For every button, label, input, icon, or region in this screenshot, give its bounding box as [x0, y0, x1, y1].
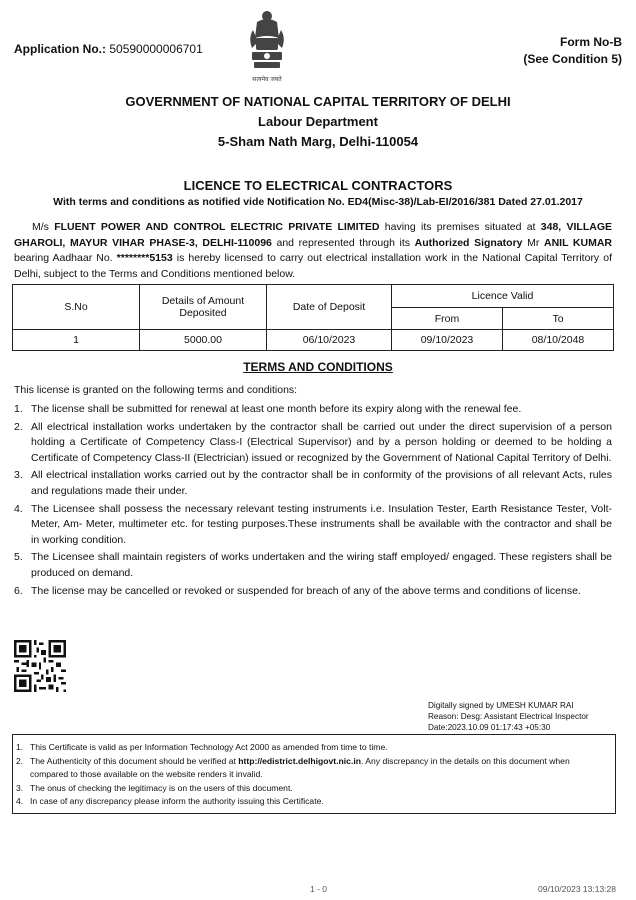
terms-title — [0, 360, 636, 374]
intro-text-1: M/s — [32, 221, 55, 233]
signature-date: Date:2023.10.09 01:17:43 +05:30 — [428, 723, 551, 732]
form-number-line: Form No-B — [560, 35, 622, 49]
qr-code-icon — [14, 640, 66, 692]
term-number: 3. — [14, 469, 23, 482]
list-item — [16, 782, 610, 796]
note-number: 3. — [16, 782, 24, 793]
terms-title-text: TERMS AND CONDITIONS — [243, 360, 393, 374]
list-item — [14, 550, 612, 581]
application-number-value: 50590000006701 — [109, 42, 203, 56]
note-text-part: The Authenticity of this document should be verified at — [30, 755, 239, 766]
note-text: The onus of checking the legitimacy is on the users of this document. — [30, 782, 293, 793]
deposit-table — [12, 284, 614, 351]
cell-amount: 5000.00 — [140, 330, 267, 351]
digital-signature — [428, 700, 589, 733]
form-number — [523, 34, 622, 68]
emblem-motto: सत्यमेव जयते — [252, 76, 282, 83]
licence-title: LICENCE TO ELECTRICAL CONTRACTORS — [183, 178, 453, 193]
list-item — [14, 420, 612, 467]
header-from: From — [392, 308, 503, 330]
list-item — [16, 755, 610, 782]
header-sno: S.No — [13, 285, 140, 330]
table-header-row — [13, 285, 614, 308]
header-licence-valid: Licence Valid — [392, 285, 614, 308]
note-number: 4. — [16, 796, 24, 806]
representative-role: Authorized Signatory — [414, 236, 523, 249]
cell-sno: 1 — [13, 330, 140, 351]
intro-text-3: and represented through its — [271, 236, 415, 249]
aadhaar-number: ********5153 — [116, 252, 173, 264]
term-text: The license shall be submitted for renewal at least one month before its expiry along with the renewal fee. — [31, 403, 522, 415]
table-row — [13, 330, 614, 351]
intro-text-4: Mr — [522, 236, 544, 249]
signature-reason: Reason: Desg: Assistant Electrical Inspector — [428, 712, 589, 721]
intro-text-6: is hereby licensed to carry out electrical installation work in the National Capital Territory of Delhi, subject to the Terms and Conditions mentioned below. — [14, 252, 612, 280]
term-text: All electrical installation works carried out by the contractor shall be in conformity of the provisions of all relevant Acts, rules and regulations made their under. — [31, 469, 612, 497]
application-number — [14, 42, 203, 56]
page-number: 1 - 0 — [310, 884, 328, 894]
term-number: 2. — [14, 420, 23, 433]
term-number: 1. — [14, 403, 23, 415]
intro-text-5: bearing Aadhaar No. — [14, 252, 117, 264]
list-item — [14, 468, 612, 499]
licence-intro-paragraph — [14, 220, 612, 282]
note-text: This Certificate is valid as per Information Technology Act 2000 as amended from time to time. — [30, 742, 388, 752]
terms-list — [14, 402, 612, 601]
national-emblem-icon — [244, 8, 290, 86]
term-number: 6. — [14, 584, 23, 597]
application-number-label: Application No.: — [14, 42, 106, 56]
term-text: The Licensee shall maintain registers of works undertaken and the wiring staff employed/ engaged. These registers shall be produced on demand. — [31, 551, 612, 579]
terms-intro: This license is granted on the following terms and conditions: — [14, 384, 298, 396]
term-text: The Licensee shall possess the necessary relevant testing instruments i.e. Insulation Tester, Earth Resistance Tester, Volt-Meter, Am- Meter, multimeter etc. for testing purposes.These instruments shall be available with the contractor and shall be in working condition. — [31, 502, 612, 546]
term-text: All electrical installation works undertaken by the contractor shall be carried out under the direct supervision of a person holding a Certificate of Competency Class-I (Electrical Supervisor) and by a person holding or deemed to be holding a Certificate of Competency Class-II (Electrician) issued or recognized by the Government of National Capital Territory of Delhi. — [31, 420, 612, 464]
print-datetime: 09/10/2023 13:13:28 — [538, 884, 616, 894]
header-amount: Details of Amount Deposited — [140, 285, 267, 330]
cell-date: 06/10/2023 — [267, 330, 392, 351]
verification-url-link[interactable]: http://edistrict.delhigovt.nic.in — [238, 755, 361, 766]
cell-from: 09/10/2023 — [392, 330, 503, 351]
notes-list — [16, 741, 610, 809]
term-number: 4. — [14, 502, 23, 515]
cell-to: 08/10/2048 — [503, 330, 614, 351]
notification-subtitle: With terms and conditions as notified vide Notification No. ED4(Misc-38)/Lab-EI/2016/381 Dated 27.01.2017 — [53, 196, 583, 208]
form-condition-line: (See Condition 5) — [523, 52, 622, 66]
list-item — [14, 584, 612, 600]
list-item — [14, 402, 612, 418]
header-date: Date of Deposit — [267, 285, 392, 330]
signature-signer: Digitally signed by UMESH KUMAR RAI — [428, 701, 574, 710]
term-number: 5. — [14, 551, 23, 564]
list-item — [16, 795, 610, 809]
department-heading: Labour Department — [258, 114, 378, 129]
premises-address: 348, VILLAGE GHAROLI, MAYUR VIHAR PHASE-3, DELHI-110096 — [14, 221, 612, 249]
header-to: To — [503, 308, 614, 330]
representative-name: ANIL KUMAR — [544, 236, 613, 249]
note-number: 2. — [16, 755, 24, 766]
note-number: 1. — [16, 742, 24, 752]
address-heading: 5-Sham Nath Marg, Delhi-110054 — [217, 134, 419, 149]
note-text: In case of any discrepancy please inform the authority issuing this Certificate. — [30, 796, 324, 806]
note-text-part: . Any discrepancy in the details on this document when compared to those available on the website renders it invalid. — [30, 755, 570, 779]
government-heading: GOVERNMENT OF NATIONAL CAPITAL TERRITORY OF DELHI — [125, 94, 511, 109]
list-item — [16, 741, 610, 755]
company-name: FLUENT POWER AND CONTROL ELECTRIC PRIVATE LIMITED — [54, 221, 380, 233]
list-item — [14, 502, 612, 549]
intro-text-2: having its premises situated at — [379, 221, 541, 233]
term-text: The license may be cancelled or revoked or suspended for breach of any of the above terms and conditions of license. — [31, 584, 581, 597]
